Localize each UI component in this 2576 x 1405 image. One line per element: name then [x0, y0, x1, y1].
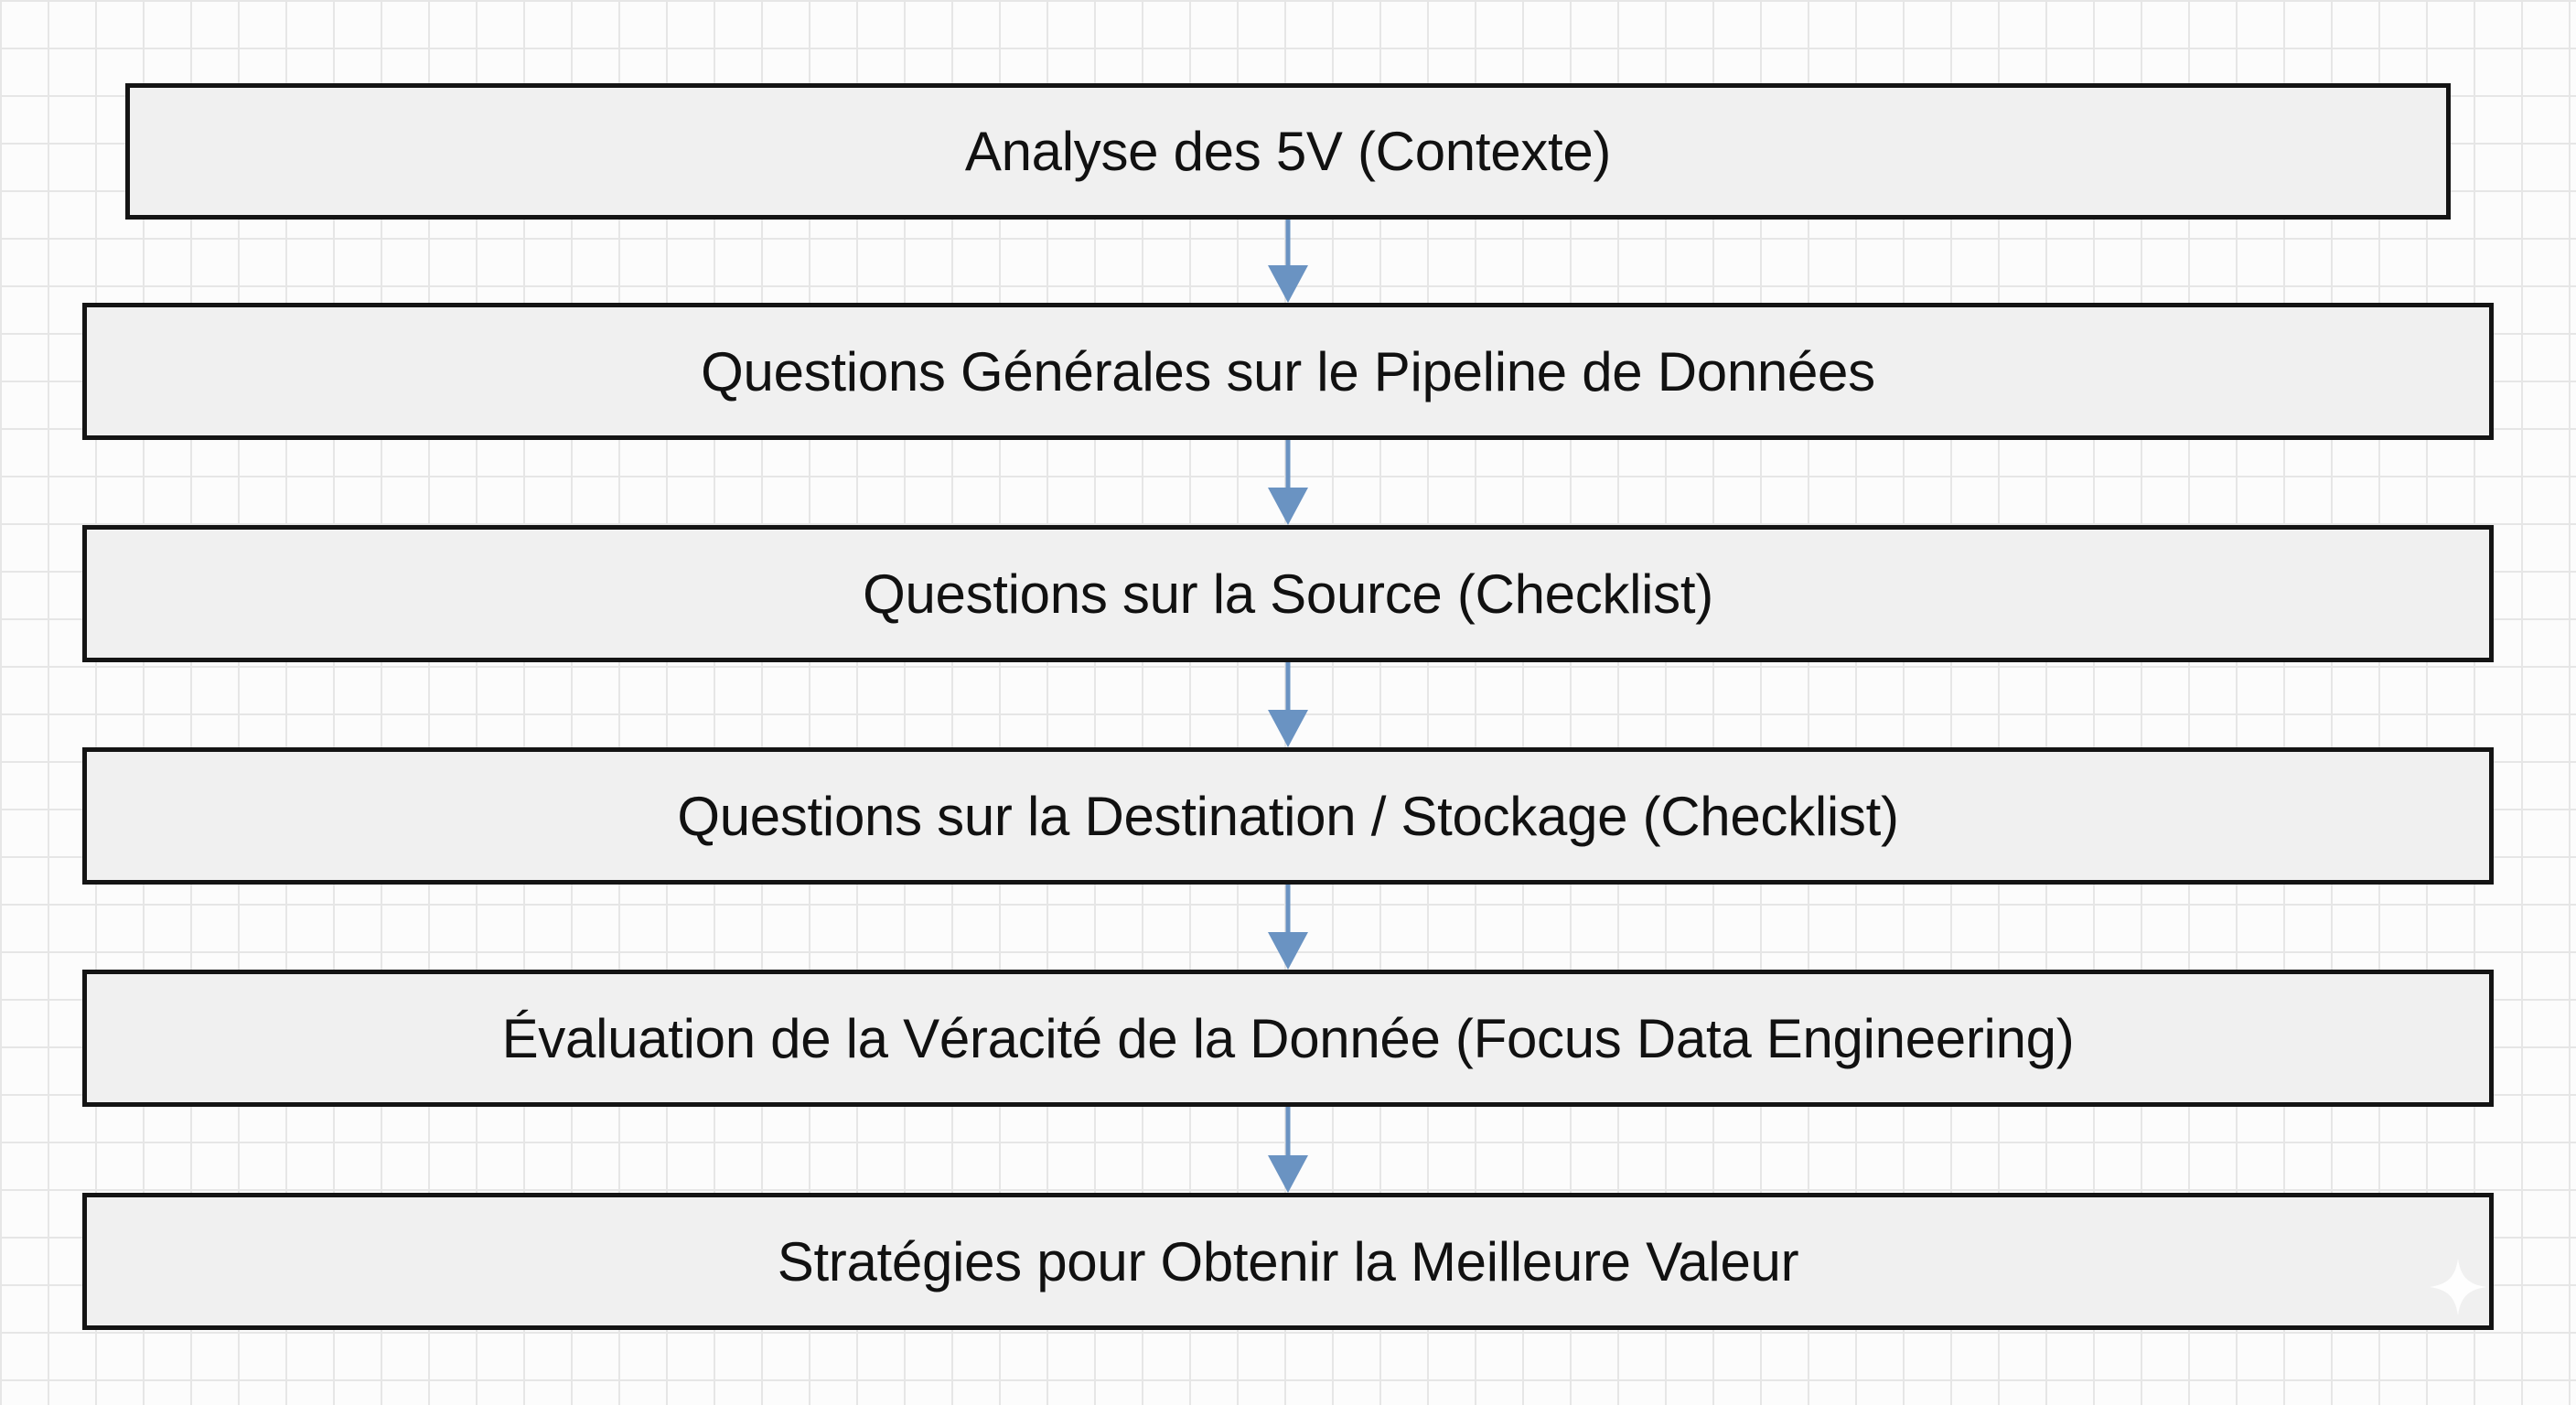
sparkle-watermark-icon	[2426, 1255, 2490, 1319]
step-box-source-questions	[82, 525, 2494, 662]
step-label: Questions sur la Destination / Stockage (Checklist)	[677, 785, 1899, 847]
step-label: Questions sur la Source (Checklist)	[863, 563, 1713, 625]
step-label: Questions Générales sur le Pipeline de Données	[701, 340, 1875, 402]
step-label: Analyse des 5V (Contexte)	[964, 121, 1612, 182]
connector-4-5	[1268, 885, 1308, 970]
connector-5-6	[1268, 1107, 1308, 1193]
step-box-veracity-evaluation	[82, 970, 2494, 1107]
step-box-5v-analysis	[125, 83, 2451, 220]
step-box-value-strategies	[82, 1193, 2494, 1330]
step-box-destination-questions	[82, 747, 2494, 885]
step-label: Évaluation de la Véracité de la Donnée (Focus Data Engineering)	[501, 1007, 2075, 1069]
connector-3-4	[1268, 662, 1308, 747]
connector-1-2	[1268, 220, 1308, 303]
step-box-pipeline-questions	[82, 303, 2494, 440]
step-label: Stratégies pour Obtenir la Meilleure Valeur	[777, 1230, 1799, 1292]
connector-2-3	[1268, 440, 1308, 525]
